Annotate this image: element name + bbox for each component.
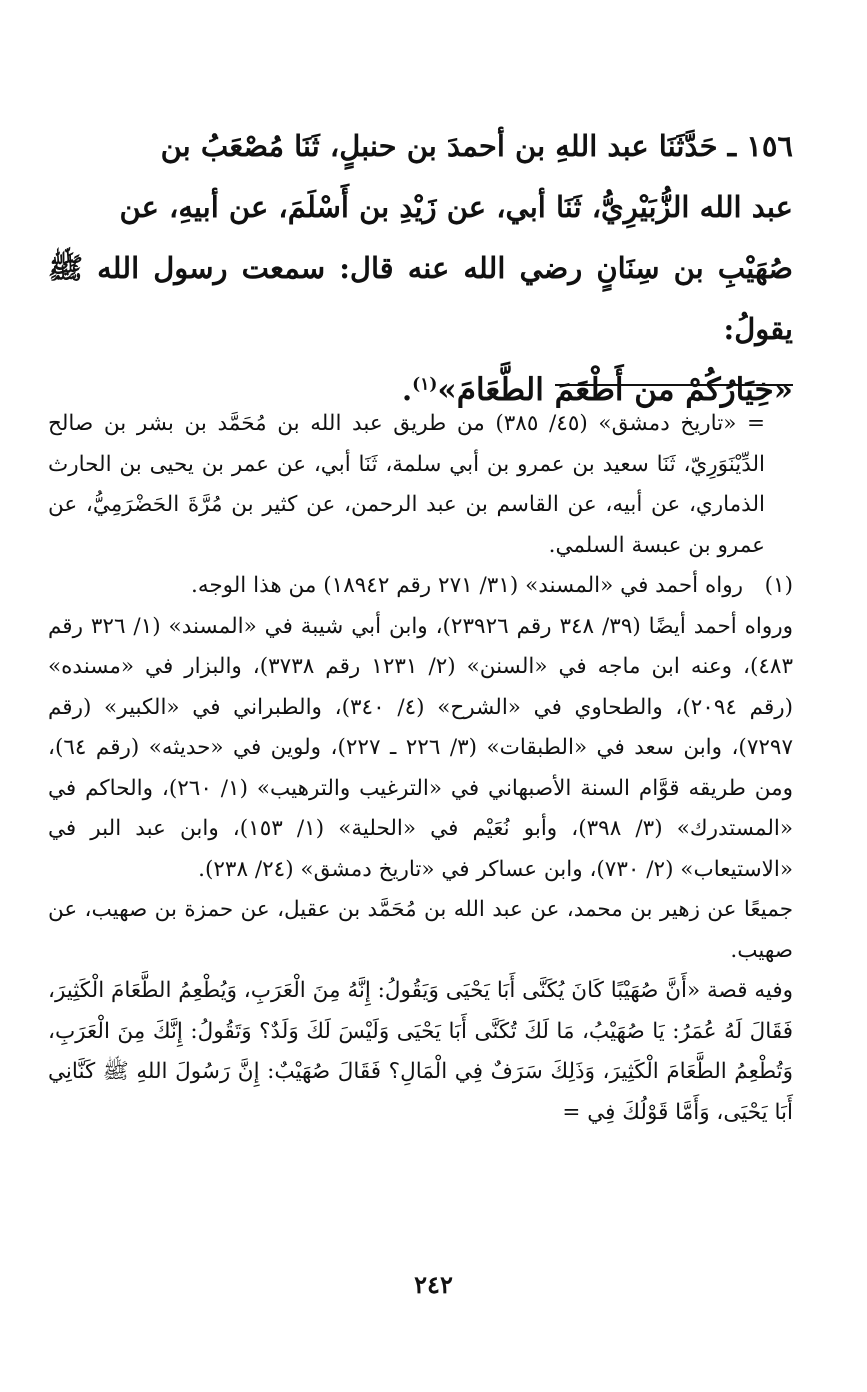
footnote-reference: (١) — [412, 374, 438, 395]
hadith-line: صُهَيْبِ بن سِنَانٍ رضي الله عنه قال: سمعت رسول الله ﷺ يقولُ: — [48, 251, 793, 346]
hadith-quote: «خِيَارُكُمْ من أَطْعَمَ الطَّعَامَ» — [437, 372, 793, 408]
footnote-paragraph: رواه أحمد في «المسند» (٣١/ ٢٧١ رقم ١٨٩٤٢) من هذا الوجه. — [190, 573, 743, 598]
footnote-separator — [555, 384, 793, 386]
hadith-line: ١٥٦ ـ حَدَّثَنَا عبد اللهِ بن أحمدَ بن حنبلٍ، ثَنَا مُصْعَبُ بن — [160, 129, 793, 163]
footnote-paragraph: ورواه أحمد أيضًا (٣٩/ ٣٤٨ رقم ٢٣٩٢٦)، وابن أبي شيبة في «المسند» (١/ ٣٢٦ رقم ٤٨٣)، وعنه ابن ماجه في «السنن» (٢/ ١٢٣١ رقم ٣٧٣٨)، والبزار في «مسنده» (رقم ٢٠٩٤)، والطحاوي في «الشرح» (٤/ ٣٤٠)، والطبراني في «الكبير» (رقم ٧٢٩٧)، وابن سعد في «الطبقات» (٣/ ٢٢٦ ـ ٢٢٧)، ولوين في «حديثه» (رقم ٦٤)، ومن طريقه قوَّام السنة الأصبهاني في «الترغيب والترهيب» (١/ ٢٦٠)، والحاكم في «المستدرك» (٣/ ٣٩٨)، وأبو نُعَيْم في «الحلية» (١/ ١٥٣)، وابن عبد البر في «الاستيعاب» (٢/ ٧٣٠)، وابن عساكر في «تاريخ دمشق» (٢٤/ ٢٣٨). — [48, 613, 794, 882]
footnote-paragraph: جميعًا عن زهير بن محمد، عن عبد الله بن مُحَمَّد بن عقيل، عن حمزة بن صهيب، عن صهيب. — [48, 897, 793, 963]
footnote-continuation: = «تاريخ دمشق» (٤٥/ ٣٨٥) من طريق عبد الله بن مُحَمَّد بن بشر بن صالح الدِّيْنَوَرِيّ، ثَنَا سعيد بن عمرو بن أبي سلمة، ثَنَا أبي، عن عمر بن يحيى بن الحارث الذماري، عن أبيه، عن القاسم بن عبد الرحمن، عن كثير بن مُرَّةَ الحَضْرَمِيُّ، عن عمرو بن عبسة السلمي. — [48, 411, 765, 558]
footnote-1 — [48, 566, 793, 607]
footnote-paragraph: وفيه قصة «أَنَّ صُهَيْبًا كَانَ يُكَنَّى أَبَا يَحْيَى وَيَقُولُ: إِنَّهُ مِنَ الْعَرَبِ، وَيُطْعِمُ الطَّعَامَ الْكَثِيرَ، فَقَالَ لَهُ عُمَرُ: يَا صُهَيْبُ، مَا لَكَ تُكَنَّى أَبَا يَحْيَى وَلَيْسَ لَكَ وَلَدٌ؟ وَتَقُولُ: إِنَّكَ مِنَ الْعَرَبِ، وَتُطْعِمُ الطَّعَامَ الْكَثِيرَ، وَذَلِكَ سَرَفٌ فِي الْمَالِ؟ فَقَالَ صُهَيْبٌ: إِنَّ رَسُولَ اللهِ ﷺ كَنَّانِي أَبَا يَحْيَى، وَأَمَّا قَوْلُكَ فِي = — [48, 978, 793, 1125]
hadith-line: عبد الله الزُّبَيْرِيُّ، ثَنَا أبي، عن زَيْدِ بن أَسْلَمَ، عن أبيهِ، عن — [119, 190, 793, 224]
end-mark: . — [402, 373, 413, 407]
footnote-number: (١) — [764, 573, 793, 598]
page-number: ٢٤٢ — [414, 1270, 453, 1299]
footnotes-section — [48, 404, 793, 1133]
hadith-text — [48, 116, 793, 421]
